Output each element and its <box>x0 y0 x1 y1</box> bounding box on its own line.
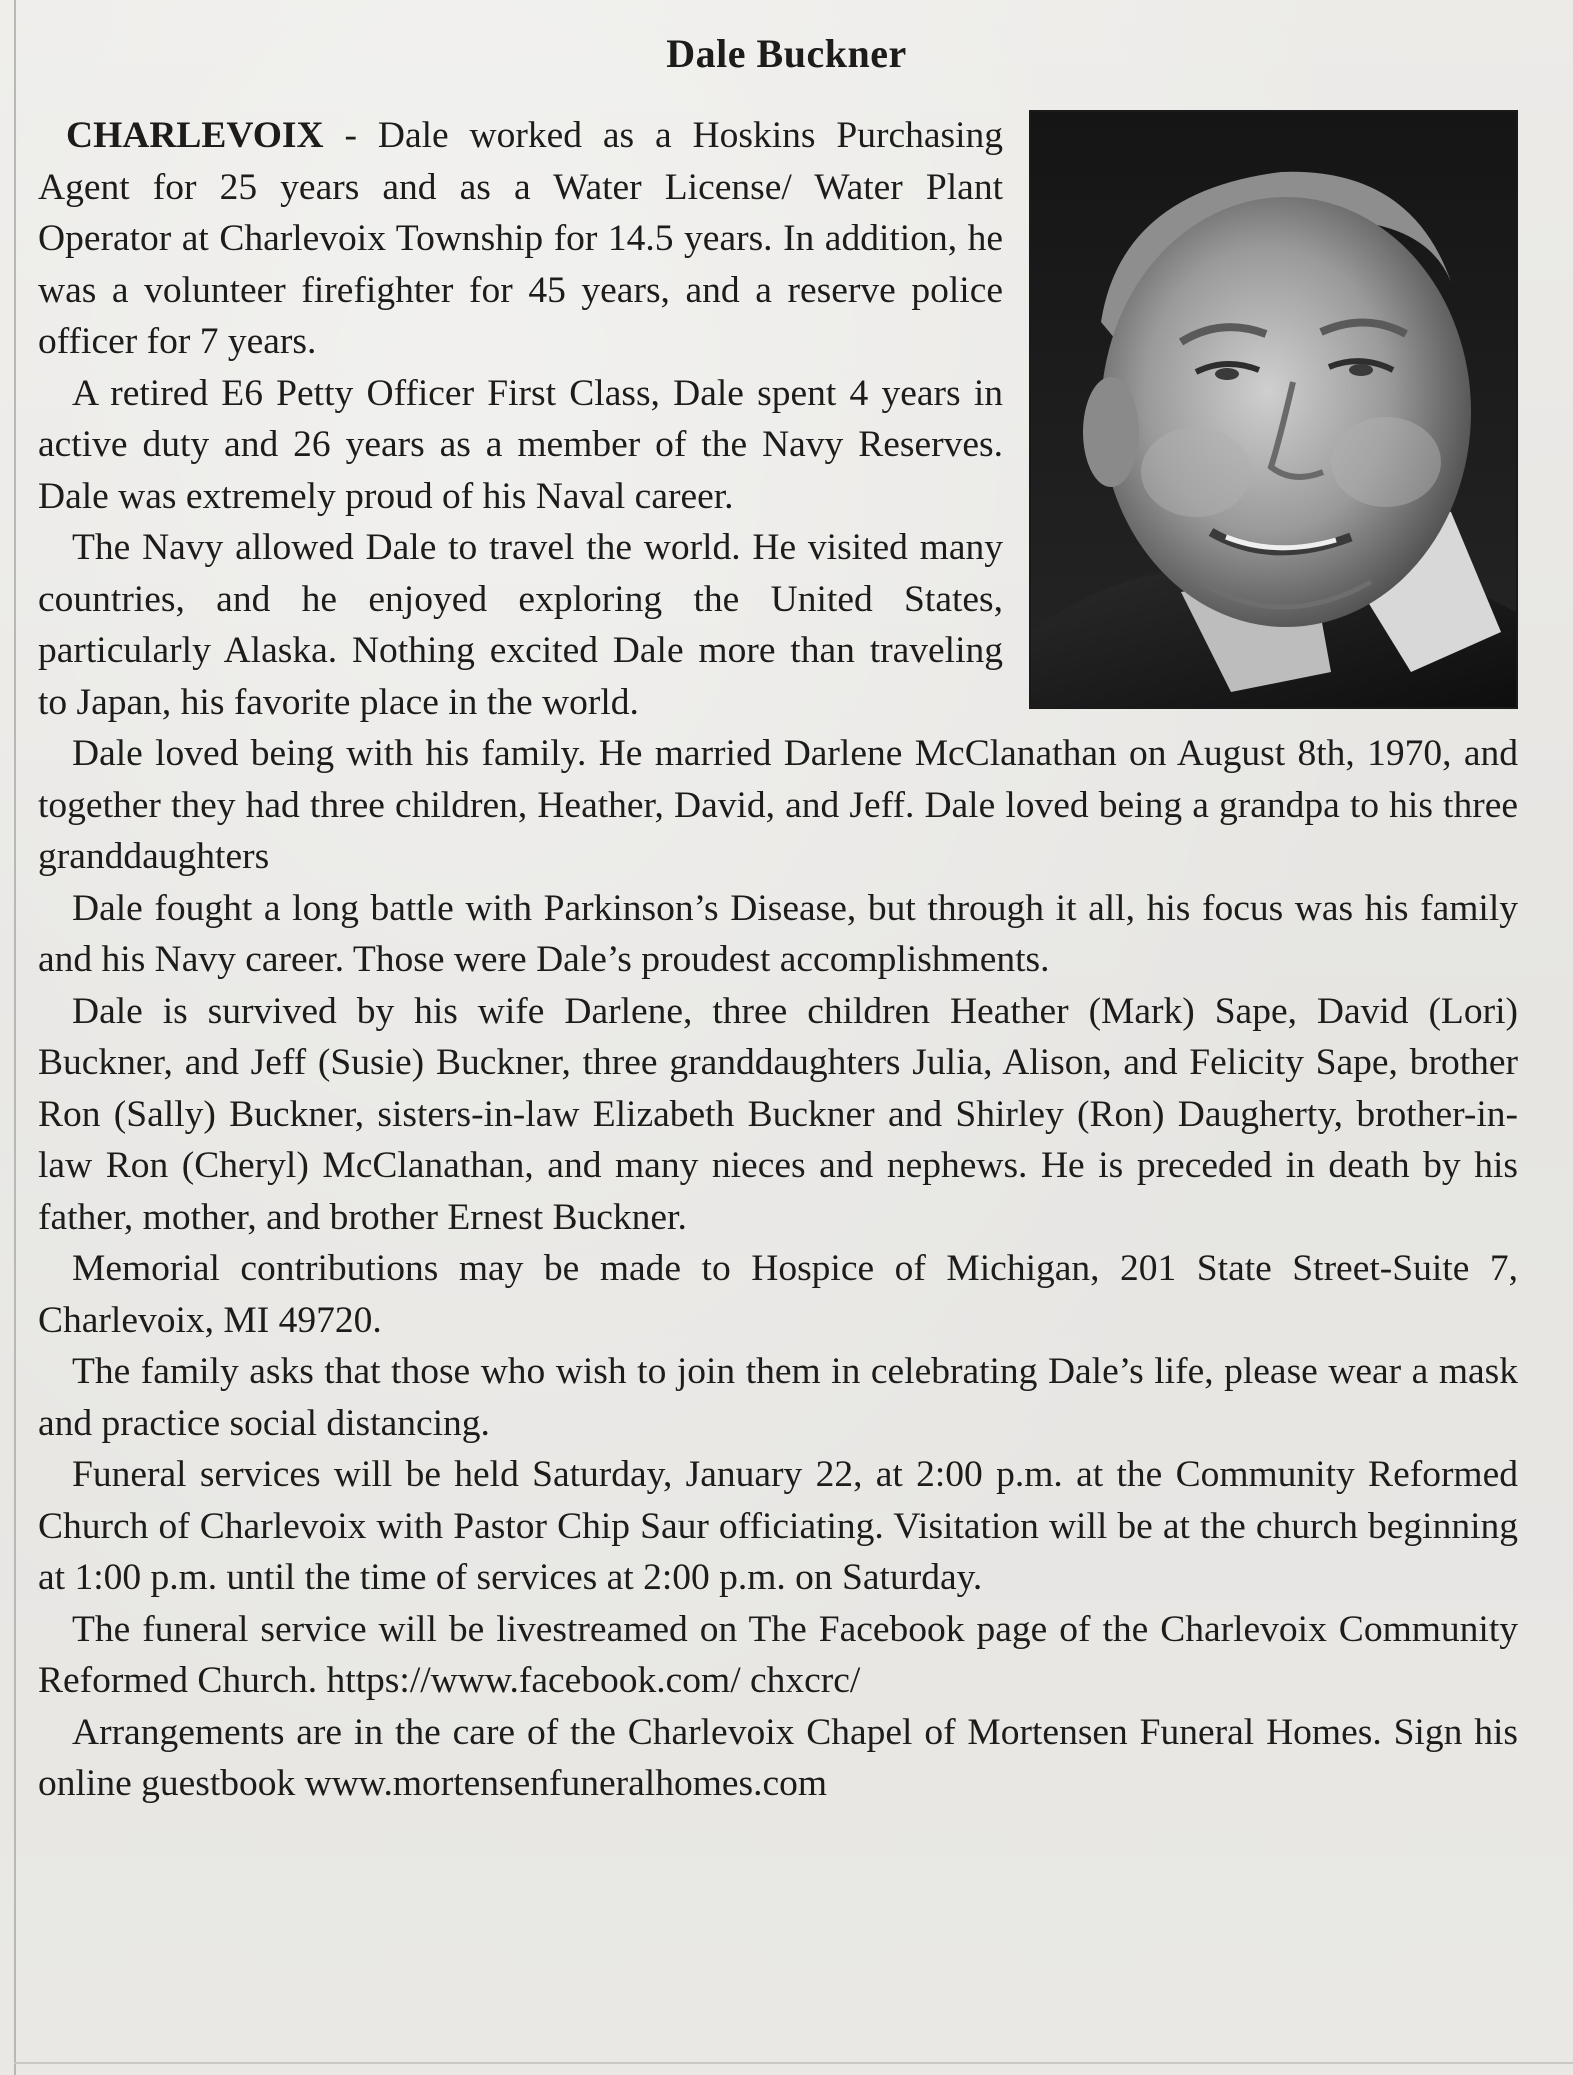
obituary-headline: Dale Buckner <box>666 31 907 76</box>
paragraph-8: The family asks that those who wish to join them in celebrating Dale’s life, please wear a mask and practice social distancing. <box>38 1351 1518 1444</box>
bottom-rule <box>14 2062 1573 2064</box>
paragraph-4: Dale loved being with his family. He married Darlene McClanathan on August 8th, 1970, and together they had three children, Heather, David, and Jeff. Dale loved being a grandpa to his three granddaughters <box>38 733 1518 877</box>
paragraph-7: Memorial contributions may be made to Hospice of Michigan, 201 State Street-Suite 7, Charlevoix, MI 49720. <box>38 1248 1518 1341</box>
paragraph-6: Dale is survived by his wife Darlene, three children Heather (Mark) Sape, David (Lori) Buckner, and Jeff (Susie) Buckner, three granddaughters Julia, Alison, and Felicity Sape, brother Ron (Sally) Buckner, sisters-in-law Elizabeth Buckner and Shirley (Ron) Daugherty, brother-in-law Ron (Cheryl) McClanathan, and many nieces and nephews. He is preceded in death by his father, mother, and brother Ernest Buckner. <box>38 990 1518 1238</box>
paragraph-1-text: - Dale worked as a Hoskins Purchasing Agent for 25 years and as a Water License/ Water Plant Operator at Charlevoix Township for 14.5 years. In addition, he was a volunteer firefighter for 45 years, and a reserve police officer for 7 years. <box>38 115 1003 362</box>
paragraph-9: Funeral services will be held Saturday, January 22, at 2:00 p.m. at the Community Reformed Church of Charlevoix with Pastor Chip Saur officiating. Visitation will be at the church beginning at 1:00 p.m. until the time of services at 2:00 p.m. on Saturday. <box>38 1454 1518 1598</box>
obituary-body <box>38 110 1518 1810</box>
paragraph-5: Dale fought a long battle with Parkinson’s Disease, but through it all, his focus was his family and his Navy career. Those were Dale’s proudest accomplishments. <box>38 887 1518 980</box>
portrait-photo-icon <box>1031 112 1516 707</box>
portrait-photo <box>1029 110 1518 709</box>
paragraph-10: The funeral service will be livestreamed on The Facebook page of the Charlevoix Community Reformed Church. https://www.facebook.com/ chxcrc/ <box>38 1608 1518 1701</box>
paragraph-2: A retired E6 Petty Officer First Class, Dale spent 4 years in active duty and 26 years as a member of the Navy Reserves. Dale was extremely proud of his Naval career. <box>38 372 1003 517</box>
dateline: CHARLEVOIX <box>66 115 324 156</box>
column-rule <box>14 0 16 2075</box>
paragraph-3: The Navy allowed Dale to travel the world. He visited many countries, and he enjoyed exploring the United States, particularly Alaska. Nothing excited Dale more than traveling to Japan, his favorite place in the world. <box>38 527 1003 723</box>
paragraph-11: Arrangements are in the care of the Charlevoix Chapel of Mortensen Funeral Homes. Sign his online guestbook www.mortensenfuneralhomes.com <box>38 1711 1518 1804</box>
